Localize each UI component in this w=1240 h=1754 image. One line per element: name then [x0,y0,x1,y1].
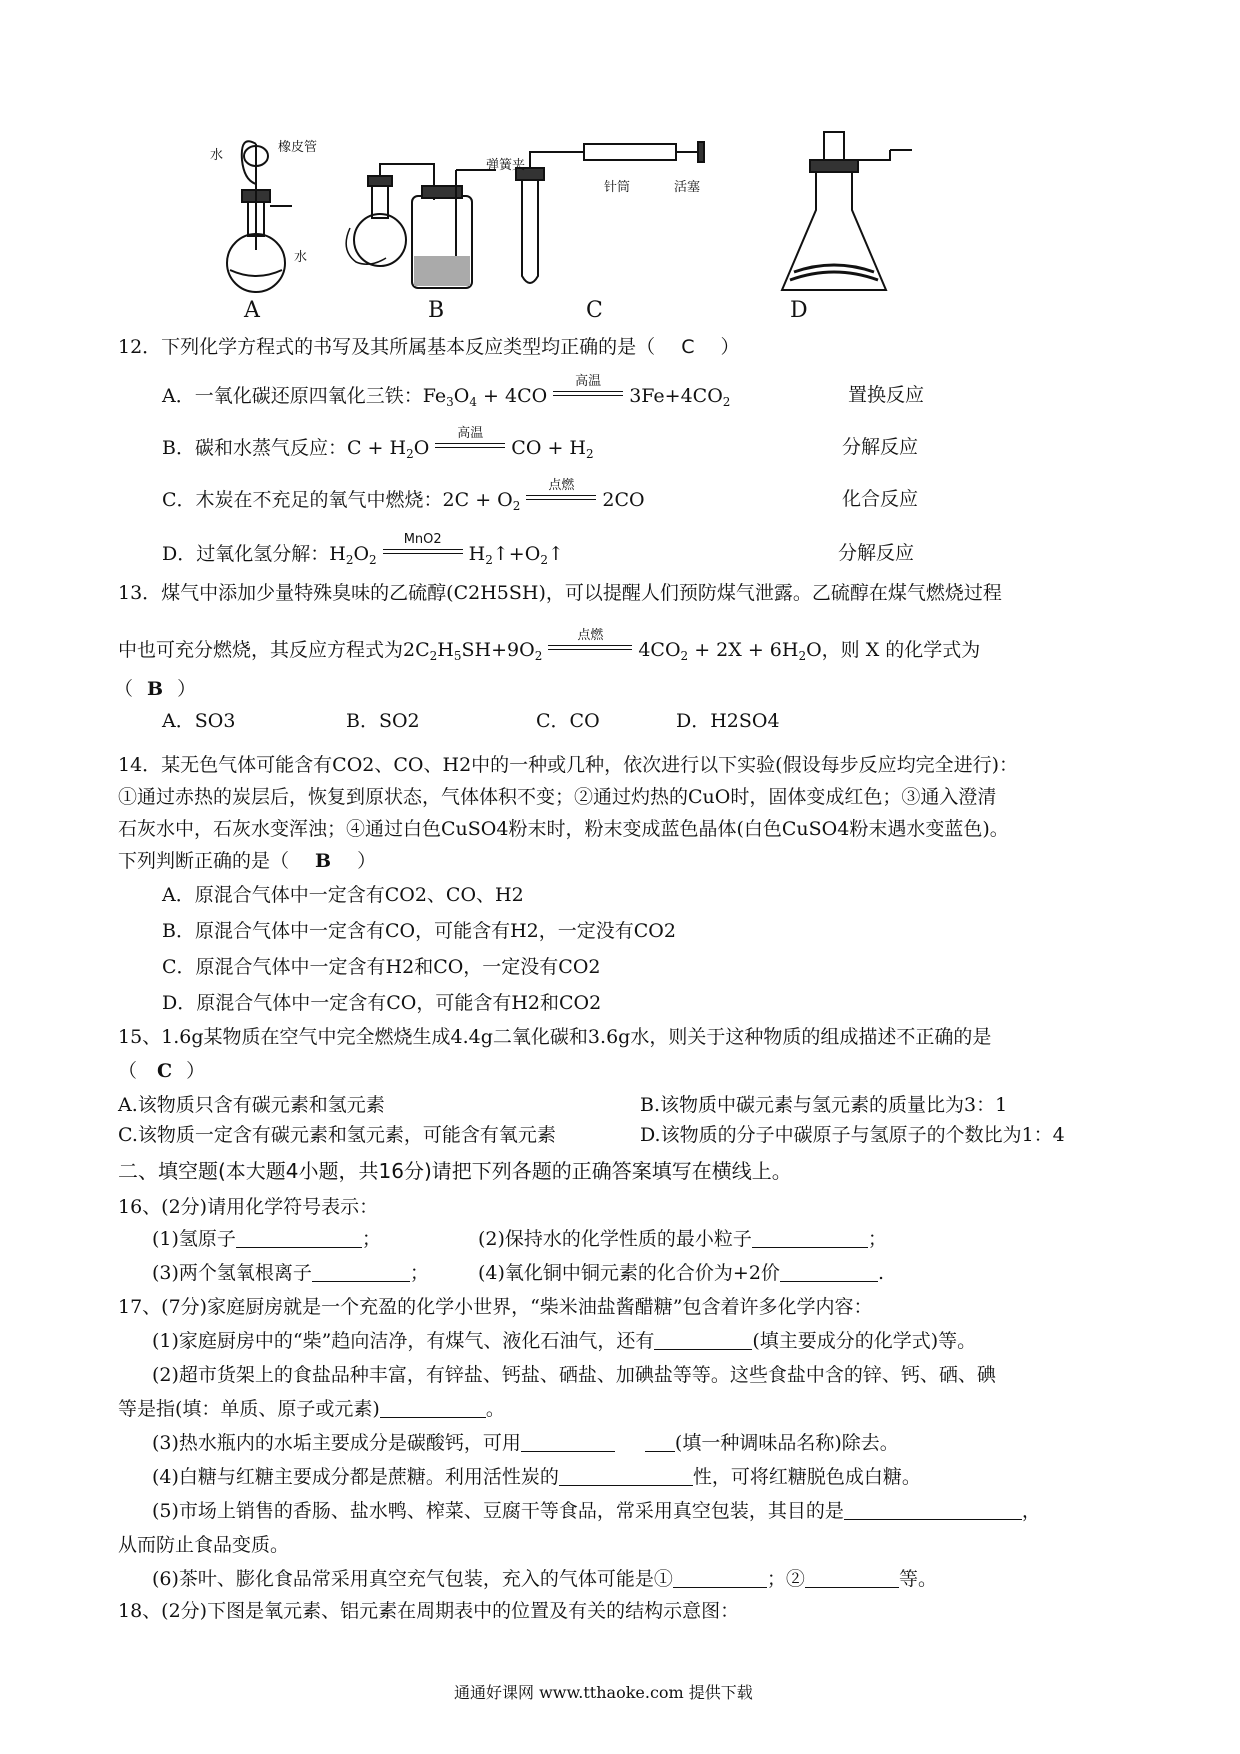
q16-item1-blank[interactable] [236,1227,362,1248]
q17-item4: (4)白糖与红糖主要成分都是蔗糖。利用活性炭的 性，可将红糖脱色成白糖。 [152,1466,921,1488]
q12-answer: C [681,336,695,358]
fig-note-water-a2: 水 [294,250,308,265]
q17-item3-blank-2[interactable] [645,1431,675,1452]
q17-item6-blank-1[interactable] [673,1567,767,1588]
q12-option-a: A．一氧化碳还原四氧化三铁：$Fe_3O_4 + 4CO$ 高温 $3Fe+4CO_2$ [162,374,731,409]
q17-item2-line2: 等是指(填：单质、原子或元素) 。 [118,1398,505,1420]
q14-line2: ①通过赤热的炭层后，恢复到原状态，气体体积不变；②通过灼热的CuO时，固体变成红色；③通入澄清 [118,786,997,808]
q17-item5-line2: 从而防止食品变质。 [118,1534,290,1556]
q15-option-b: B.该物质中碳元素与氢元素的质量比为3：1 [640,1094,1008,1116]
q17-item2-line1: (2)超市货架上的食盐品种丰富，有锌盐、钙盐、硒盐、加碘盐等等。这些食盐中含的锌、钙、硒、碘 [152,1364,996,1386]
q12-b-type: 分解反应 [842,436,919,458]
fig-note-piston: 活塞 [674,180,701,195]
q13-option-a: A．SO3 [162,710,236,732]
q12-d-type: 分解反应 [838,542,915,564]
q12-c-type: 化合反应 [842,488,919,510]
q16-item4-blank[interactable] [780,1261,878,1282]
q13-option-b: B．SO2 [346,710,420,732]
q17-item1: (1)家庭厨房中的“柴”趋向洁净，有煤气、液化石油气，还有 (填主要成分的化学式)等。 [152,1330,977,1352]
q13-option-d: D．H2SO4 [676,710,780,732]
apparatus-drawing [200,130,920,330]
q15-line1: 15、1.6g某物质在空气中完全燃烧生成4.4g二氧化碳和3.6g水，则关于这种物质的组成描述不正确的是 [118,1026,992,1048]
q12-c-condition: 点燃 [526,486,596,508]
q17-item3-blank[interactable] [521,1431,615,1452]
q16-item3-blank[interactable] [312,1261,410,1282]
q12-a-condition: 高温 [553,382,623,404]
q15-option-a: A.该物质只含有碳元素和氢元素 [118,1094,385,1116]
q17-item2-blank[interactable] [380,1397,486,1418]
q15-answer: C [157,1060,173,1082]
fig-label-c: C [586,298,603,323]
q16-item2: (2)保持水的化学性质的最小粒子 ； [478,1228,887,1250]
q13-answer: B [147,678,164,700]
fig-note-water-a: 水 [210,148,224,163]
q18-stem: 18、(2分)下图是氧元素、铝元素在周期表中的位置及有关的结构示意图： [118,1600,740,1622]
q15-answer-line: （ C ） [118,1060,206,1082]
q14-line4: 下列判断正确的是（ B ） [118,850,377,872]
q13-line2: 中也可充分燃烧，其反应方程式为$2C_2H_5SH+9O_2$ 点燃 $4CO_2 + 2X + 6H_2O$，则 X 的化学式为 [118,628,981,663]
q13-option-c: C．CO [536,710,600,732]
fig-note-rubber-tube: 橡皮管 [278,140,318,155]
q16-item3: (3)两个氢氧根离子 ； [152,1262,429,1284]
q16-item1: (1)氢原子 ； [152,1228,381,1250]
q17-item4-blank[interactable] [559,1465,693,1486]
apparatus-figure [200,130,920,330]
q14-answer: B [315,850,332,872]
q12-a-type: 置换反应 [848,384,925,406]
q17-item6: (6)茶叶、膨化食品常采用真空充气包装，充入的气体可能是① ；② 等。 [152,1568,937,1590]
q12-option-d: D．过氧化氢分解：$H_2O_2$ MnO2 $H_2↑+O_2↑$ [162,532,564,567]
q12-option-b: B．碳和水蒸气反应：$C + H_2O$ 高温 CO + $H_2$ [162,426,594,461]
q13-answer-line: （ B ） [114,678,197,700]
q12-stem: 12．下列化学方程式的书写及其所属基本反应类型均正确的是（ C ） [118,336,740,358]
q13-line1: 13．煤气中添加少量特殊臭味的乙硫醇(C2H5SH)，可以提醒人们预防煤气泄露。乙硫醇在煤气燃烧过程 [118,582,1002,604]
q17-item5-blank[interactable] [844,1499,1022,1520]
q12-b-condition: 高温 [435,434,505,456]
q16-item2-blank[interactable] [752,1227,868,1248]
q12-option-c: C．木炭在不充足的氧气中燃烧：$2C + O_2$ 点燃 2CO [162,478,645,513]
q16-item4: (4)氧化铜中铜元素的化合价为+2价 . [478,1262,884,1284]
q14-option-b: B．原混合气体中一定含有CO，可能含有H2，一定没有CO2 [162,920,676,942]
q17-item6-blank-2[interactable] [805,1567,899,1588]
fig-note-syringe: 针筒 [604,180,631,195]
q17-stem: 17、(7分)家庭厨房就是一个充盈的化学小世界，“柴米油盐酱醋糖”包含着许多化学内容： [118,1296,873,1318]
q14-option-a: A．原混合气体中一定含有CO2、CO、H2 [162,884,524,906]
fig-note-spring-clip: 弹簧夹 [486,158,526,173]
page-footer: 通通好课网 www.tthaoke.com 提供下载 [454,1683,753,1702]
q14-option-c: C．原混合气体中一定含有H2和CO，一定没有CO2 [162,956,601,978]
q17-item1-blank[interactable] [654,1329,752,1350]
q16-stem: 16、(2分)请用化学符号表示： [118,1196,379,1218]
q17-item3: (3)热水瓶内的水垢主要成分是碳酸钙，可用 (填一种调味品名称)除去。 [152,1432,899,1454]
q14-option-d: D．原混合气体中一定含有CO，可能含有H2和CO2 [162,992,602,1014]
fig-label-b: B [428,298,445,323]
q15-option-c: C.该物质一定含有碳元素和氢元素，可能含有氧元素 [118,1124,556,1146]
q13-condition: 点燃 [548,636,632,658]
q14-line1: 14．某无色气体可能含有CO2、CO、H2中的一种或几种，依次进行以下实验(假设每步反应均完全进行)： [118,754,1018,776]
q12-d-condition: MnO2 [383,540,463,562]
q14-line3: 石灰水中，石灰水变浑浊；④通过白色CuSO4粉末时，粉末变成蓝色晶体(白色CuSO4粉末遇水变蓝色)。 [118,818,1009,840]
fig-label-a: A [244,298,260,323]
q17-item5: (5)市场上销售的香肠、盐水鸭、榨菜、豆腐干等食品，常采用真空包装，其目的是 ， [152,1500,1041,1522]
fig-label-d: D [790,298,808,323]
section2-heading: 二、填空题(本大题4小题，共16分)请把下列各题的正确答案填写在横线上。 [118,1159,792,1183]
q15-option-d: D.该物质的分子中碳原子与氢原子的个数比为1：4 [640,1124,1065,1146]
